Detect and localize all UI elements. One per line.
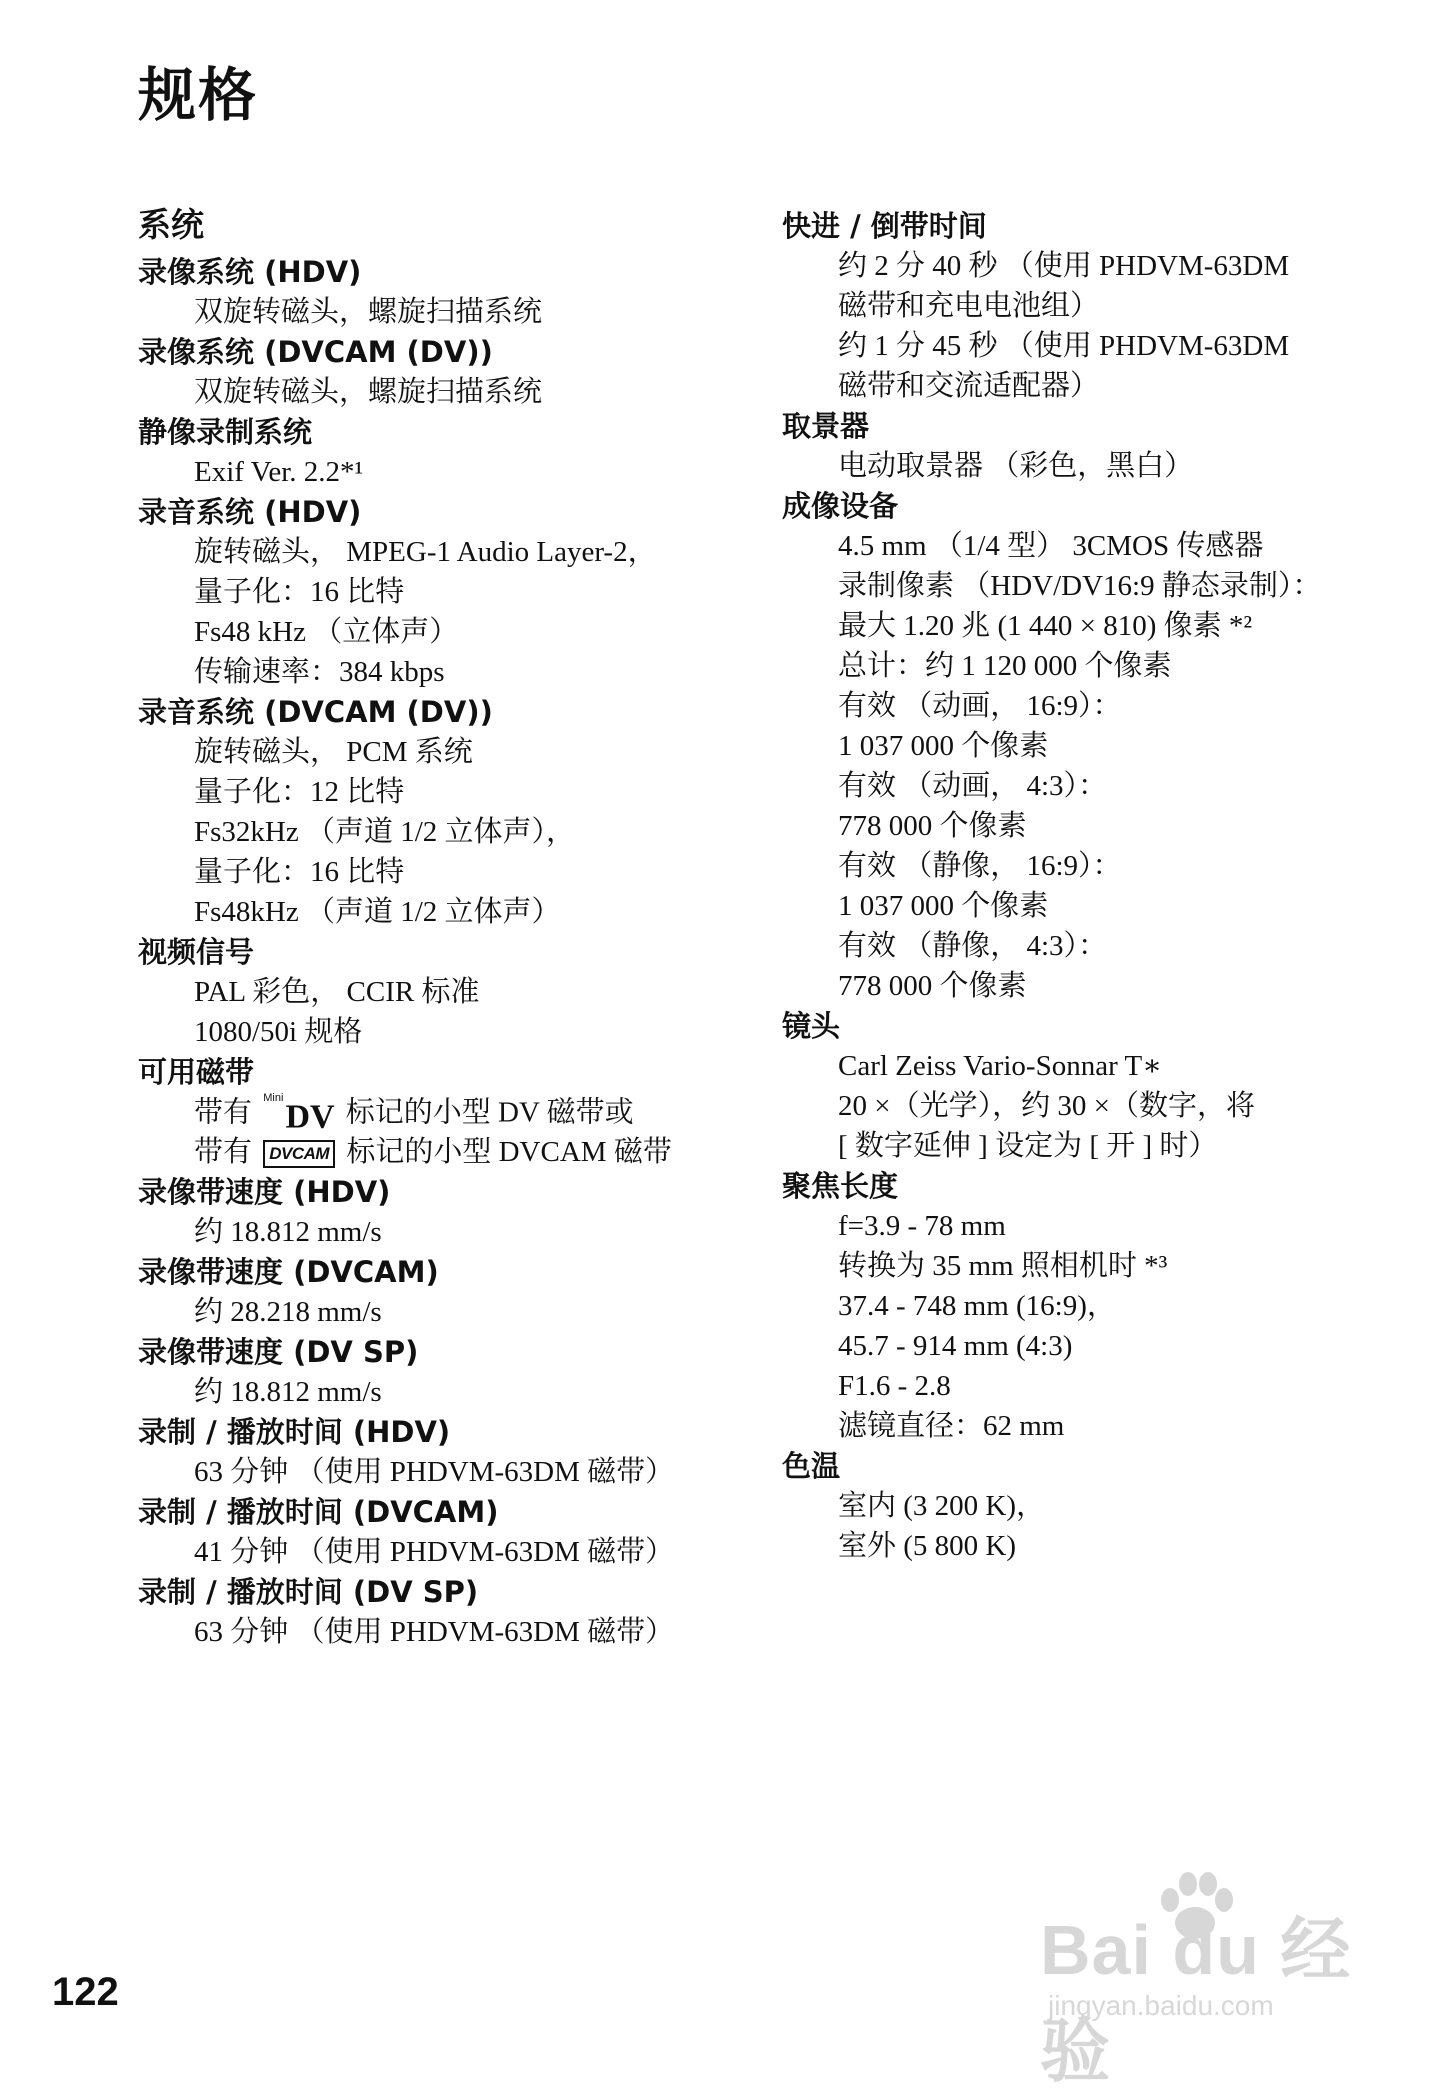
spec-value: f=3.9 - 78 mm xyxy=(838,1210,1006,1242)
spec-value: 20 ×（光学），约 30 ×（数字，将 xyxy=(838,1090,1255,1122)
spec-value: 1 037 000 个像素 xyxy=(838,730,1049,762)
spec-value: 约 28.218 mm/s xyxy=(194,1296,382,1328)
spec-value xyxy=(138,1092,758,1136)
spec-item xyxy=(782,486,1402,1006)
page-title: 规格 xyxy=(138,61,259,129)
dvcam-logo-icon: DVCAM xyxy=(263,1140,335,1168)
spec-label: 录制 / 播放时间 (DVCAM) xyxy=(138,1495,499,1529)
spec-item xyxy=(782,1006,1402,1166)
spec-label: 录像带速度 (DVCAM) xyxy=(138,1255,439,1289)
spec-item xyxy=(138,412,758,492)
spec-label: 成像设备 xyxy=(782,489,899,523)
spec-label: 可用磁带 xyxy=(138,1055,255,1089)
spec-value: 量子化：16 比特 xyxy=(194,576,405,608)
spec-value: 最大 1.20 兆 (1 440 × 810) 像素 *² xyxy=(838,610,1253,642)
spec-value: [ 数字延伸 ] 设定为 [ 开 ] 时） xyxy=(838,1130,1218,1162)
spec-value: 滤镜直径：62 mm xyxy=(838,1410,1065,1442)
spec-value: Carl Zeiss Vario-Sonnar T∗ xyxy=(838,1050,1162,1082)
spec-item xyxy=(138,1252,758,1332)
spec-value: 室外 (5 800 K) xyxy=(838,1530,1017,1562)
spec-label: 录制 / 播放时间 (DV SP) xyxy=(138,1575,479,1609)
spec-label: 录像带速度 (HDV) xyxy=(138,1175,391,1209)
page-number: 122 xyxy=(52,1970,119,2014)
spec-value: 磁带和充电电池组） xyxy=(838,290,1100,322)
spec-item xyxy=(138,1332,758,1412)
minidv-logo-icon: $^{Mini}$DV xyxy=(263,1092,335,1136)
spec-label: 快进 / 倒带时间 xyxy=(782,209,987,243)
spec-value: Exif Ver. 2.2*¹ xyxy=(194,456,364,488)
spec-label: 取景器 xyxy=(782,409,870,443)
spec-label: 视频信号 xyxy=(138,935,255,969)
spec-value: 双旋转磁头，螺旋扫描系统 xyxy=(194,376,543,408)
spec-value: 45.7 - 914 mm (4:3) xyxy=(838,1330,1073,1362)
spec-item xyxy=(138,1492,758,1572)
spec-label: 录像系统 (DVCAM (DV)) xyxy=(138,335,493,369)
watermark-url: jingyan.baidu.com xyxy=(1048,1990,1274,2021)
spec-value: Fs48kHz （声道 1/2 立体声） xyxy=(194,896,561,928)
spec-item xyxy=(138,492,758,692)
spec-value: 37.4 - 748 mm (16:9)， xyxy=(838,1290,1116,1322)
spec-label: 录音系统 (HDV) xyxy=(138,495,362,529)
tape-line-prefix: 带有 xyxy=(194,1136,253,1168)
spec-item xyxy=(138,252,758,332)
spec-value: 量子化：12 比特 xyxy=(194,776,405,808)
baidu-jingyan-watermark xyxy=(1040,1890,1370,2090)
spec-value: 室内 (3 200 K)， xyxy=(838,1490,1046,1522)
spec-label: 静像录制系统 xyxy=(138,415,313,449)
spec-item xyxy=(138,932,758,1052)
spec-item xyxy=(782,1166,1402,1446)
spec-value: 总计：约 1 120 000 个像素 xyxy=(838,650,1172,682)
spec-value: 63 分钟 （使用 PHDVM-63DM 磁带） xyxy=(194,1616,675,1648)
spec-value: 4.5 mm （1/4 型） 3CMOS 传感器 xyxy=(838,530,1264,562)
spec-label: 录音系统 (DVCAM (DV)) xyxy=(138,695,493,729)
tape-line-suffix: 标记的小型 DVCAM 磁带 xyxy=(346,1136,672,1168)
spec-value: 63 分钟 （使用 PHDVM-63DM 磁带） xyxy=(194,1456,675,1488)
spec-value: 有效 （动画， 16:9）： xyxy=(838,690,1122,722)
spec-item xyxy=(138,332,758,412)
spec-item xyxy=(138,1172,758,1252)
spec-item xyxy=(782,206,1402,406)
spec-value: Fs48 kHz （立体声） xyxy=(194,616,459,648)
spec-item xyxy=(782,1446,1402,1566)
spec-value: 778 000 个像素 xyxy=(838,970,1027,1002)
spec-value: 有效 （静像， 16:9）： xyxy=(838,850,1122,882)
spec-label: 镜头 xyxy=(782,1009,841,1043)
spec-label: 聚焦长度 xyxy=(782,1169,899,1203)
spec-item xyxy=(138,692,758,932)
spec-value: 1 037 000 个像素 xyxy=(838,890,1049,922)
spec-label: 录像带速度 (DV SP) xyxy=(138,1335,419,1369)
spec-item xyxy=(782,406,1402,486)
spec-value: 磁带和交流适配器） xyxy=(838,370,1100,402)
spec-value: 转换为 35 mm 照相机时 *³ xyxy=(838,1250,1168,1282)
spec-value: 约 18.812 mm/s xyxy=(194,1376,382,1408)
spec-value: 有效 （动画， 4:3）： xyxy=(838,770,1108,802)
right-column xyxy=(782,206,1402,1566)
spec-value: 量子化：16 比特 xyxy=(194,856,405,888)
spec-value: 旋转磁头， PCM 系统 xyxy=(194,736,473,768)
spec-item xyxy=(138,1412,758,1492)
spec-value: 录制像素 （HDV/DV16:9 静态录制）： xyxy=(838,570,1322,602)
spec-value: 778 000 个像素 xyxy=(838,810,1027,842)
spec-value: 约 1 分 45 秒 （使用 PHDVM-63DM xyxy=(838,330,1290,362)
spec-value: 约 18.812 mm/s xyxy=(194,1216,382,1248)
spec-item xyxy=(138,1052,758,1172)
spec-value: 约 2 分 40 秒 （使用 PHDVM-63DM xyxy=(838,250,1290,282)
spec-value: 双旋转磁头，螺旋扫描系统 xyxy=(194,296,543,328)
tape-line-suffix: 标记的小型 DV 磁带或 xyxy=(345,1096,634,1129)
spec-value: 有效 （静像， 4:3）： xyxy=(838,930,1108,962)
spec-value: 41 分钟 （使用 PHDVM-63DM 磁带） xyxy=(194,1536,675,1568)
spec-label: 色温 xyxy=(782,1449,841,1483)
spec-value: 旋转磁头， MPEG-1 Audio Layer-2， xyxy=(194,536,657,568)
spec-value xyxy=(138,1132,758,1172)
spec-value: 传输速率：384 kbps xyxy=(194,656,445,688)
left-column xyxy=(138,202,758,1652)
spec-label: 录制 / 播放时间 (HDV) xyxy=(138,1415,451,1449)
section-heading: 系统 xyxy=(138,205,204,244)
spec-value: Fs32kHz （声道 1/2 立体声）， xyxy=(194,816,576,848)
spec-value: 1080/50i 规格 xyxy=(194,1016,363,1048)
spec-item xyxy=(138,1572,758,1652)
watermark-brand: Bai du 经验 xyxy=(1040,1911,1352,2090)
spec-value: PAL 彩色， CCIR 标准 xyxy=(194,976,480,1008)
tape-line-prefix: 带有 xyxy=(194,1096,253,1129)
spec-value: 电动取景器 （彩色，黑白） xyxy=(838,450,1194,482)
spec-value: F1.6 - 2.8 xyxy=(838,1370,951,1402)
spec-label: 录像系统 (HDV) xyxy=(138,255,362,289)
